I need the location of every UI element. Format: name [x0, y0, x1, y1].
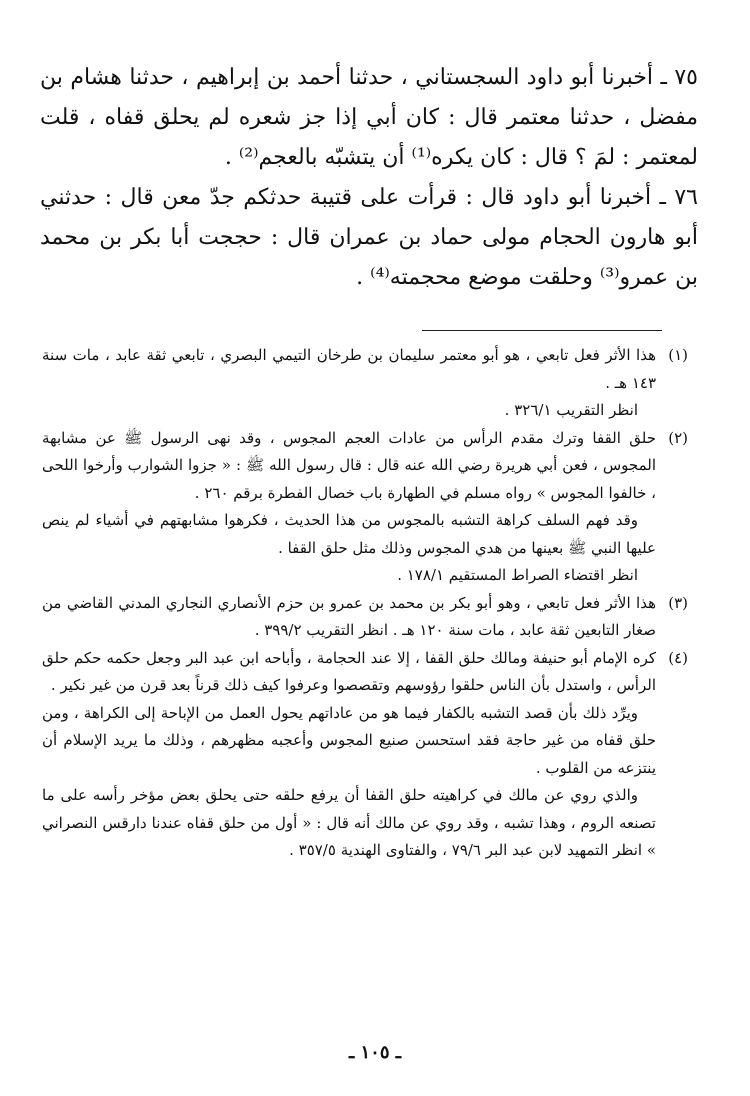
footnote-number: (٣) [668, 593, 688, 612]
footnote-number: (٤) [668, 648, 688, 667]
footnote-separator [422, 330, 662, 331]
footnotes [42, 342, 688, 865]
footnote-paragraph: وقد فهم السلف كراهة التشبه بالمجوس من هذا الحديث ، فكرهوا مشابهتهم في أشياء لم ينص عليها النبي ﷺ بعينها من هدي المجوس وذلك مثل حلق القفا . [42, 511, 656, 557]
footnote-text: هذا الأثر فعل تابعي ، هو أبو معتمر سليمان بن طرخان التيمي البصري ، تابعي ثقة عابد ، مات سنة ١٤٣ هـ . [42, 346, 656, 392]
footnote-3 [42, 590, 688, 645]
hadith-75: ٧٥ ـ أخبرنا أبو داود السجستاني ، حدثنا أحمد بن إبراهيم ، حدثنا هشام بن مفضل ، حدثنا معتمر قال : كان أبي إذا جز شعره لم يحلق قفاه ، قلت لمعتمر : لمَ ؟ قال : كان يكره⁽¹⁾ أن يتشبّه بالعجم⁽²⁾ . [40, 65, 698, 170]
main-text [40, 58, 698, 298]
footnote-4 [42, 645, 688, 865]
footnote-text: هذا الأثر فعل تابعي ، وهو أبو بكر بن محمد بن عمرو بن حزم الأنصاري النجاري المدني القاضي من صغار التابعين ثقة عابد ، مات سنة ١٢٠ هـ . انظر التقريب ٣٩٩/٢ . [42, 593, 656, 639]
footnote-reference: انظر اقتضاء الصراط المستقيم ١٧٨/١ . [397, 566, 638, 584]
footnote-paragraph: ويرِّد ذلك بأن قصد التشبه بالكفار فيما هو من عاداتهم يحول العمل من الإباحة إلى الكراهة ، ومن حلق قفاه من غير حاجة فقد استحسن صنيع المجوس وأعجبه مظهرهم ، وذلك ما يريد الإسلام أن ينتزعه من القلوب . [42, 703, 656, 777]
page-number: ـ ١٠٥ ـ [348, 1042, 402, 1063]
footnote-paragraph: والذي روي عن مالك في كراهيته حلق القفا أن يرفع حلقه حتى يحلق بعض مؤخر رأسه على ما تصنعه الروم ، وهذا تشبه ، وقد روي عن مالك أنه قال : « أول من حلق قفاه عندنا دارقس النصراني » انظر التمهيد لابن عبد البر ٧٩/٦ ، والفتاوى الهندية ٣٥٧/٥ . [42, 786, 656, 859]
hadith-76: ٧٦ ـ أخبرنا أبو داود قال : قرأت على قتيبة حدثكم جدّ معن قال : حدثني أبو هارون الحجام مولى حماد بن عمران قال : حججت أبا بكر بن محمد بن عمرو⁽³⁾ وحلقت موضع محجمته⁽⁴⁾ . [40, 185, 698, 290]
footnote-text: كره الإمام أبو حنيفة ومالك حلق القفا ، إلا عند الحجامة ، وأباحه ابن عبد البر وجعل حكمه حكم حلق الرأس ، واستدل بأن الناس حلقوا رؤوسهم وتقصصوا وعرفوا كيف ذلك قرناً بعد قرن من غير نكير . [42, 648, 656, 694]
footnote-2 [42, 425, 688, 590]
footnote-text: حلق القفا وترك مقدم الرأس من عادات العجم المجوس ، وقد نهى الرسول ﷺ عن مشابهة المجوس ، فعن أبي هريرة رضي الله عنه قال : قال رسول الله ﷺ : « جزوا الشوارب وأرخوا اللحى ، خالفوا المجوس » رواه مسلم في الطهارة باب خصال الفطرة برقم ٢٦٠ . [42, 428, 656, 502]
footnote-number: (١) [668, 346, 688, 364]
footnote-1 [42, 342, 688, 425]
footnote-reference: انظر التقريب ٣٢٦/١ . [504, 401, 638, 419]
footnote-number: (٢) [668, 428, 688, 447]
